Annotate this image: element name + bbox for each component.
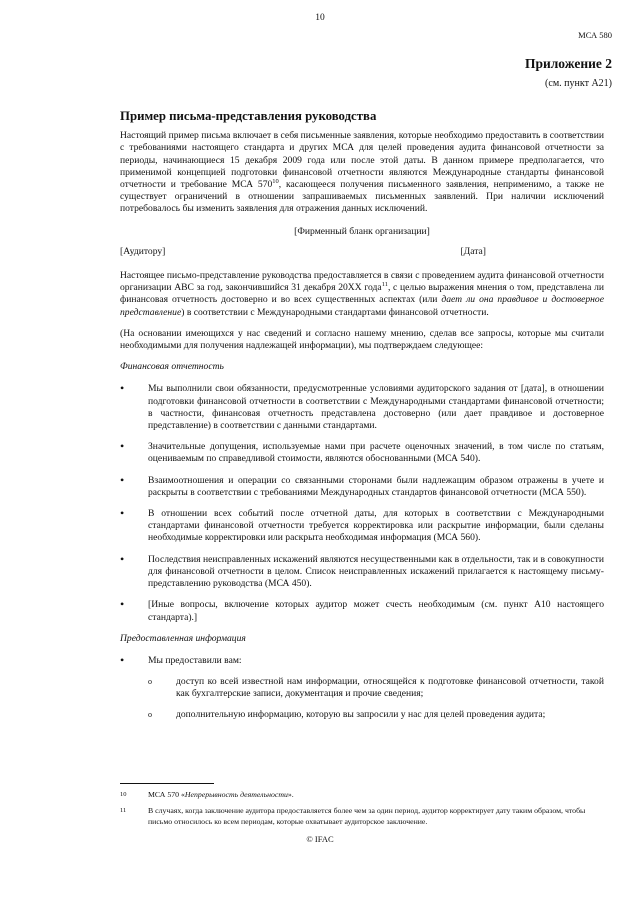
list-item: [120, 599, 604, 623]
circle-bullet-icon: o: [148, 709, 152, 719]
list-item: [120, 508, 604, 545]
section-heading-provided-information: Предоставленная информация: [120, 632, 246, 644]
letter-paragraph-2: (На основании имеющихся у нас сведений и согласно нашему мнению, сделав все запросы, которые мы считали необходимыми для получения надлежащей информации), мы подтверждаем следующее:: [120, 327, 604, 352]
appendix-reference: (см. пункт A21): [545, 78, 612, 89]
footnote-11: [120, 805, 604, 827]
footnote-text: В случаях, когда заключение аудитора предоставляется более чем за один период, аудитор корректирует дату таким образом, чтобы письмо относилось ко всем периодам, которые охватывает аудиторское заключение.: [148, 806, 586, 826]
list-item-text: [Иные вопросы, включение которых аудитор может счесть необходимым (см. пункт A10 настоящего стандарта).]: [148, 599, 604, 623]
list-item: [120, 441, 604, 465]
intro-text-tail: , касающееся получения письменного заявления, неприменимо, а также не существует ограничений в отношении запрашиваемых письменных заявлений. При наличии исключений потребовалось бы изменить заявления для отражения данных исключений.: [120, 179, 604, 215]
list-item-text: Мы выполнили свои обязанности, предусмотренные условиями аудиторского задания от [дата], в отношении подготовки финансовой отчетности в соответствии с Международными стандартами финансовой отчетности; в частности, финансовая отчетность представлена достоверно (или дает правдивое и достоверное представление) в соответствии с данными стандартами.: [148, 383, 604, 432]
bullet-icon: •: [120, 472, 125, 487]
letter-title: Пример письма-представления руководства: [120, 109, 377, 123]
footnote-text: [120, 789, 604, 800]
list-item: [120, 472, 604, 499]
footnote-10: [120, 789, 604, 800]
appendix-title: Приложение 2: [524, 56, 612, 71]
bullet-icon: •: [120, 439, 125, 454]
standard-code: МСА 580: [578, 30, 612, 40]
section-heading-financial-statements: Финансовая отчетность: [120, 361, 224, 373]
bullet-icon: •: [120, 551, 125, 566]
sub-list-item-text: дополнительную информацию, которую вы запросили у нас для целей проведения аудита;: [176, 708, 546, 720]
list-item-text: Значительные допущения, используемые нами при расчете оценочных значений, в том числе по статьям, оцениваемым по справедливой стоимости, являются обоснованными (МСА 540).: [148, 441, 604, 465]
para1-italic: дает ли она правдивое и достоверное представление: [120, 294, 604, 318]
letter-paragraph-1: [120, 270, 604, 319]
sub-list-item: [120, 709, 604, 721]
footnote-ref-11: 11: [381, 281, 388, 289]
copyright: © IFAC: [306, 834, 334, 844]
letterhead-placeholder: [Фирменный бланк организации]: [294, 225, 430, 237]
list-item-text: Мы предоставили вам:: [148, 654, 242, 666]
footnote-text-plain: МСА 570 «: [148, 790, 185, 799]
list-item: [120, 652, 604, 667]
intro-paragraph: [120, 130, 604, 215]
list-item-text: Взаимоотношения и операции со связанными сторонами были надлежащим образом отражены в учете и раскрыты в соответствии с требованиями Международных стандартов финансовой отчетности (МСА 550).: [148, 474, 604, 498]
footnote-divider: [120, 783, 214, 784]
para1-text-c: ) в соответствии с Международными стандартами финансовой отчетности.: [181, 306, 489, 318]
page-number: 10: [315, 13, 325, 23]
footnote-number: 11: [120, 807, 127, 814]
circle-bullet-icon: o: [148, 677, 152, 687]
list-item-text: Последствия неисправленных искажений являются несущественными как в отдельности, так и в совокупности для финансовой отчетности в целом. Список неисправленных искажений прилагается к настоящему письму-представлению руководства (МСА 450).: [148, 553, 604, 590]
bullet-icon: •: [120, 506, 125, 521]
list-item-text: В отношении всех событий после отчетной даты, для которых в соответствии с Международными стандартами финансовой отчетности требуется корректировка или раскрытие информации, были сделаны необходимые корректировки или раскрыта необходимая информация (МСА 560).: [148, 508, 604, 544]
addressee-row: [120, 246, 604, 258]
list-item: [120, 383, 604, 432]
sub-list-item-text: доступ ко всей известной нам информации, относящейся к подготовке финансовой отчетности, такой как бухгалтерские записи, документация и прочие сведения;: [176, 676, 604, 700]
para1-text-b: , с целью выражения мнения о том, представлена ли финансовая отчетность достоверно и во всех существенных аспектах (или: [120, 282, 604, 306]
sub-list-item: [120, 676, 604, 700]
list-item: [120, 551, 604, 591]
footnote-text-end: ».: [287, 790, 294, 799]
para1-text: Настоящее письмо-представление руководства предоставляется в связи с проведением аудита финансовой отчетности организации ABC за год, закончившийся 31 декабря 20XX года: [120, 270, 604, 294]
footnote-text-italic: Непрерывность деятельности: [184, 790, 288, 799]
auditor-placeholder: [Аудитору]: [120, 245, 166, 257]
footnote-number: 10: [120, 791, 127, 798]
footnote-ref-10: 10: [272, 177, 279, 185]
bullet-icon: •: [120, 597, 125, 612]
intro-text: Настоящий пример письма включает в себя письменные заявления, которые необходимо предоставить в соответствии с требованиями настоящего стандарта и других МСА для целей проведения аудита финансовой отчетности за периоды, начинающиеся 15 декабря 2009 года или после этой даты. В данном примере предполагается, что применимой концепцией подготовки финансовой отчетности являются Международные стандарты финансовой отчетности и требование МСА 570: [120, 130, 604, 191]
bullet-icon: •: [120, 381, 125, 396]
date-placeholder: [Дата]: [460, 245, 486, 257]
main-content: [120, 110, 604, 729]
bullet-icon: •: [120, 652, 125, 667]
